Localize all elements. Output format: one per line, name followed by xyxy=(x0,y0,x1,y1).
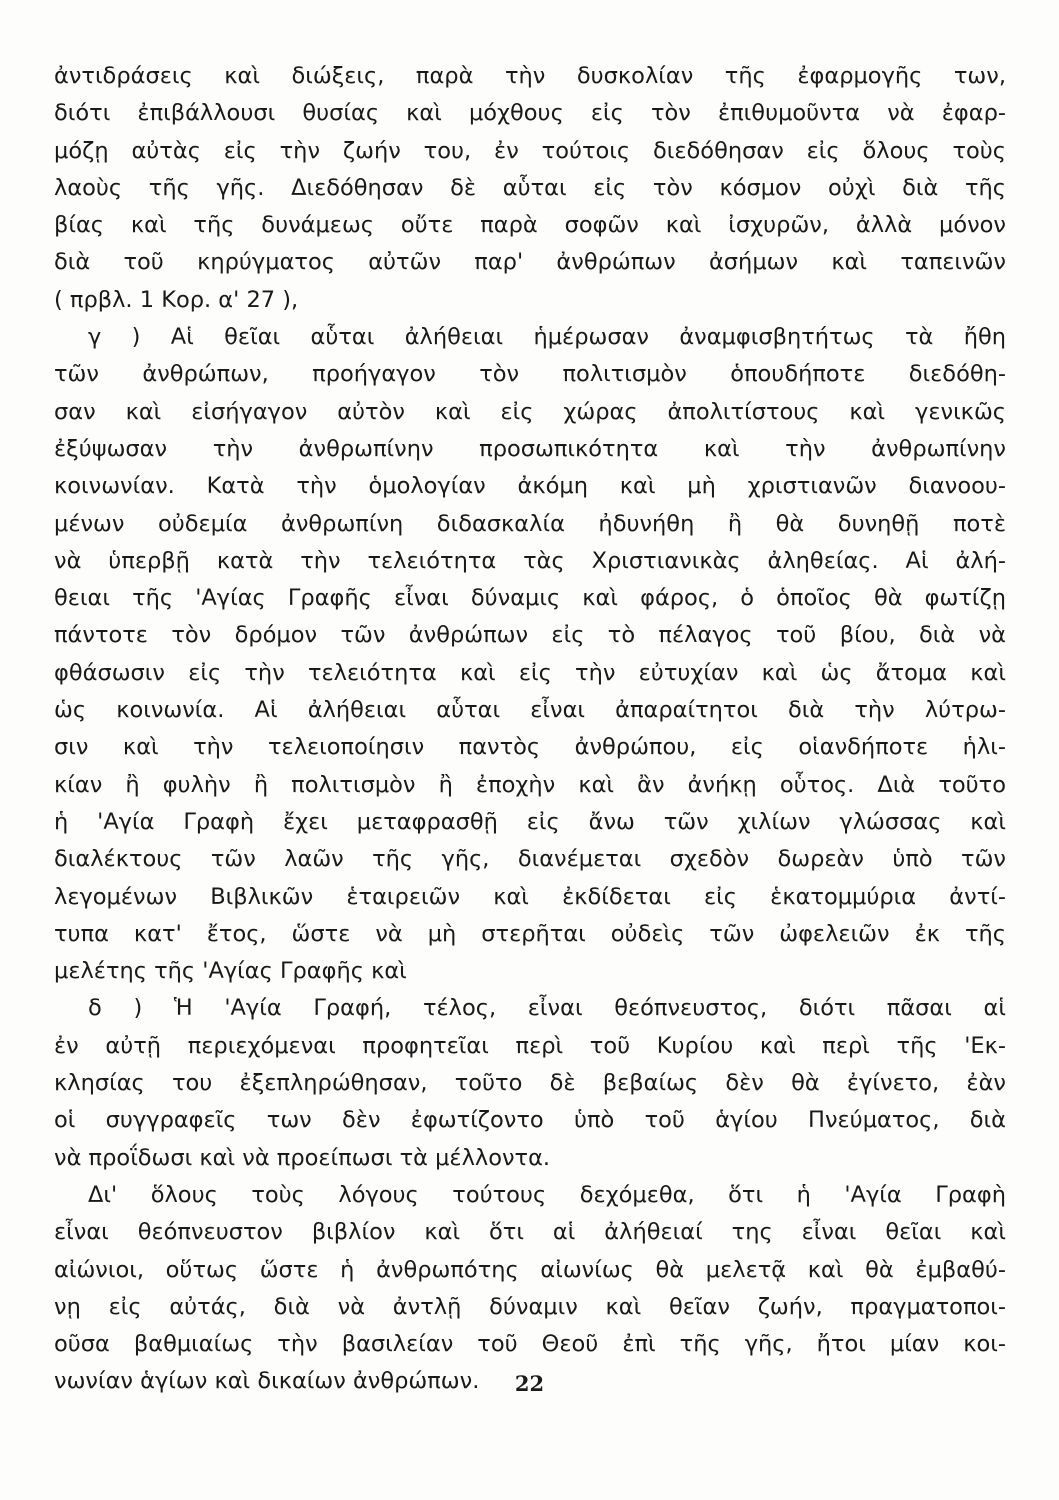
text-line: διαλέκτους τῶν λαῶν τῆς γῆς, διανέμεται σχεδὸν δωρεὰν ὑπὸ τῶν xyxy=(54,846,1006,873)
text-line: διὰ τοῦ κηρύγματος αὐτῶν παρ' ἀνθρώπων ἀσήμων καὶ ταπεινῶν xyxy=(54,249,1006,276)
text-line: εἶναι θεόπνευστον βιβλίον καὶ ὅτι αἱ ἀλήθειαί της εἶναι θεῖαι καὶ xyxy=(54,1219,1006,1246)
text-line: νωνίαν ἁγίων καὶ δικαίων ἀνθρώπων. xyxy=(54,1368,480,1395)
text-line: Δι' ὅλους τοὺς λόγους τούτους δεχόμεθα, ὅτι ἡ 'Αγία Γραφὴ xyxy=(88,1181,1006,1208)
text-line: σιν καὶ τὴν τελειοποίησιν παντὸς ἀνθρώπου, εἰς οἱανδήποτε ἡλι- xyxy=(54,734,1006,761)
text-line: αἰώνιοι, οὕτως ὥστε ἡ ἀνθρωπότης αἰωνίως θὰ μελετᾷ καὶ θὰ ἐμβαθύ- xyxy=(54,1256,1006,1283)
text-line: θειαι τῆς 'Αγίας Γραφῆς εἶναι δύναμις καὶ φάρος, ὁ ὁποῖος θὰ φωτίζῃ xyxy=(54,585,1006,612)
text-line: οἱ συγγραφεῖς των δὲν ἐφωτίζοντο ὑπὸ τοῦ ἁγίου Πνεύματος, διὰ xyxy=(54,1107,1006,1134)
text-line: φθάσωσιν εἰς τὴν τελειότητα καὶ εἰς τὴν εὐτυχίαν καὶ ὡς ἄτομα καὶ xyxy=(54,659,1006,686)
text-line: ἐν αὐτῇ περιεχόμεναι προφητεῖαι περὶ τοῦ Κυρίου καὶ περὶ τῆς 'Εκ- xyxy=(54,1032,1006,1059)
text-line: σαν καὶ εἰσήγαγον αὐτὸν καὶ εἰς χώρας ἀπολιτίστους καὶ γενικῶς xyxy=(54,398,1006,425)
text-line: τῶν ἀνθρώπων, προήγαγον τὸν πολιτισμὸν ὁπουδήποτε διεδόθη- xyxy=(54,361,1006,388)
text-line: λεγομένων Βιβλικῶν ἑταιρειῶν καὶ ἐκδίδεται εἰς ἑκατομμύρια ἀντί- xyxy=(54,883,1006,910)
text-line: μόζῃ αὐτὰς εἰς τὴν ζωήν του, ἐν τούτοις διεδόθησαν εἰς ὅλους τοὺς xyxy=(54,137,1006,164)
text-line: νὰ προΐδωσι καὶ νὰ προείπωσι τὰ μέλλοντα. xyxy=(54,1144,551,1171)
text-line: κοινωνίαν. Κατὰ τὴν ὁμολογίαν ἀκόμη καὶ μὴ χριστιανῶν διανοου- xyxy=(54,473,1006,500)
text-line: κλησίας του ἐξεπληρώθησαν, τοῦτο δὲ βεβαίως δὲν θὰ ἐγίνετο, ἐὰν xyxy=(54,1070,1006,1097)
text-line: ( πρβλ. 1 Κορ. α' 27 ), xyxy=(54,286,299,313)
text-line: διότι ἐπιβάλλουσι θυσίας καὶ μόχθους εἰς τὸν ἐπιθυμοῦντα νὰ ἐφαρ- xyxy=(54,100,1006,127)
body-text xyxy=(54,58,1006,1401)
text-line: πάντοτε τὸν δρόμον τῶν ἀνθρώπων εἰς τὸ πέλαγος τοῦ βίου, διὰ νὰ xyxy=(54,622,1006,649)
page-number: 22 xyxy=(514,1371,545,1396)
text-line: ἐξύψωσαν τὴν ἀνθρωπίνην προσωπικότητα καὶ τὴν ἀνθρωπίνην xyxy=(54,435,1006,462)
text-line: ἀντιδράσεις καὶ διώξεις, παρὰ τὴν δυσκολίαν τῆς ἐφαρμογῆς των, xyxy=(54,63,1006,89)
text-line: τυπα κατ' ἔτος, ὥστε νὰ μὴ στερῆται οὐδεὶς τῶν ὠφελειῶν ἐκ τῆς xyxy=(54,920,1006,947)
text-line: ὡς κοινωνία. Αἱ ἀλήθειαι αὗται εἶναι ἀπαραίτητοι διὰ τὴν λύτρω- xyxy=(54,697,1006,724)
text-line: μένων οὐδεμία ἀνθρωπίνη διδασκαλία ἠδυνήθη ἢ θὰ δυνηθῇ ποτὲ xyxy=(54,510,1006,537)
text-line: κίαν ἢ φυλὴν ἢ πολιτισμὸν ἢ ἐποχὴν καὶ ἂν ἀνήκῃ οὗτος. Διὰ τοῦτο xyxy=(54,771,1006,798)
text-line: ἡ 'Αγία Γραφὴ ἔχει μεταφρασθῇ εἰς ἄνω τῶν χιλίων γλώσσας καὶ xyxy=(54,808,1006,835)
text-line: νῃ εἰς αὐτάς, διὰ νὰ ἀντλῇ δύναμιν καὶ θεῖαν ζωήν, πραγματοποι- xyxy=(54,1293,1006,1320)
text-line: δ ) Ἡ 'Αγία Γραφή, τέλος, εἶναι θεόπνευστος, διότι πᾶσαι αἱ xyxy=(88,995,1006,1022)
text-line: λαοὺς τῆς γῆς. Διεδόθησαν δὲ αὗται εἰς τὸν κόσμον οὐχὶ διὰ τῆς xyxy=(54,174,1006,201)
text-line: νὰ ὑπερβῇ κατὰ τὴν τελειότητα τὰς Χριστιανικὰς ἀληθείας. Αἱ ἀλή- xyxy=(54,547,1006,574)
text-line: μελέτης τῆς 'Αγίας Γραφῆς καὶ xyxy=(54,958,407,985)
text-line: οῦσα βαθμιαίως τὴν βασιλείαν τοῦ Θεοῦ ἐπὶ τῆς γῆς, ἤτοι μίαν κοι- xyxy=(54,1331,1006,1358)
text-line: βίας καὶ τῆς δυνάμεως οὔτε παρὰ σοφῶν καὶ ἰσχυρῶν, ἀλλὰ μόνον xyxy=(54,212,1006,239)
text-line: γ ) Αἱ θεῖαι αὗται ἀλήθειαι ἡμέρωσαν ἀναμφισβητήτως τὰ ἤθη xyxy=(88,324,1006,351)
